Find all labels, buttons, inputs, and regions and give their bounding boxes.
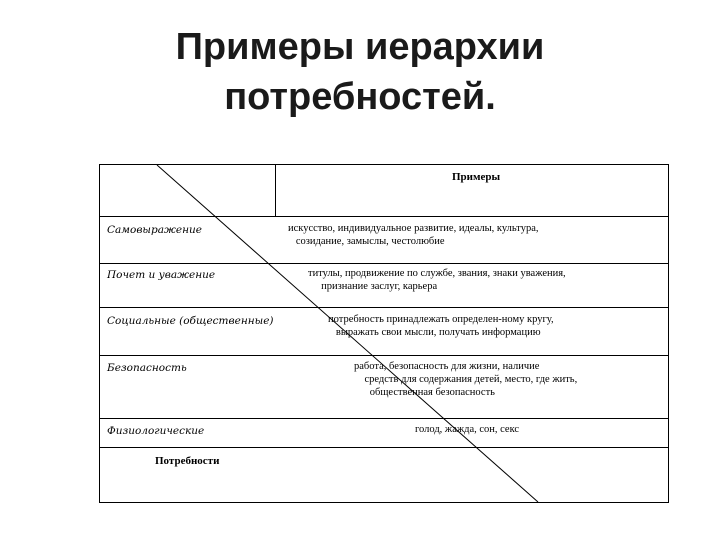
header-needs: Потребности [155, 455, 220, 467]
row-divider [100, 355, 668, 356]
header-divider [275, 165, 276, 216]
need-label: Безопасность [107, 362, 187, 374]
title-line-1: Примеры иерархии [175, 26, 545, 68]
examples-text: работа, безопасность для жизни, наличие средств для содержания детей, место, где жить, общественная безопасность [354, 361, 578, 398]
row-divider [100, 307, 668, 308]
row-divider [100, 263, 668, 264]
row-divider [100, 418, 668, 419]
title-line-2: потребностей. [224, 76, 496, 118]
examples-text: титулы, продвижение по службе, звания, знаки уважения, признание заслуг, карьера [308, 268, 566, 292]
need-label: Самовыражение [107, 224, 203, 236]
row-divider [100, 216, 668, 217]
needs-table [99, 164, 669, 503]
slide-title [0, 22, 720, 122]
need-label: Физиологические [107, 425, 205, 437]
need-label: Социальные (общественные) [107, 315, 274, 327]
examples-text: потребность принадлежать определен-ному кругу, выражать свои мысли, получать информацию [328, 314, 554, 338]
examples-text: искусство, индивидуальное развитие, идеалы, культура, созидание, замыслы, честолюбие [288, 223, 539, 247]
need-label: Почет и уважение [107, 269, 216, 281]
row-divider [100, 447, 668, 448]
header-examples: Примеры [452, 171, 501, 183]
examples-text: голод, жажда, сон, секс [415, 424, 520, 435]
